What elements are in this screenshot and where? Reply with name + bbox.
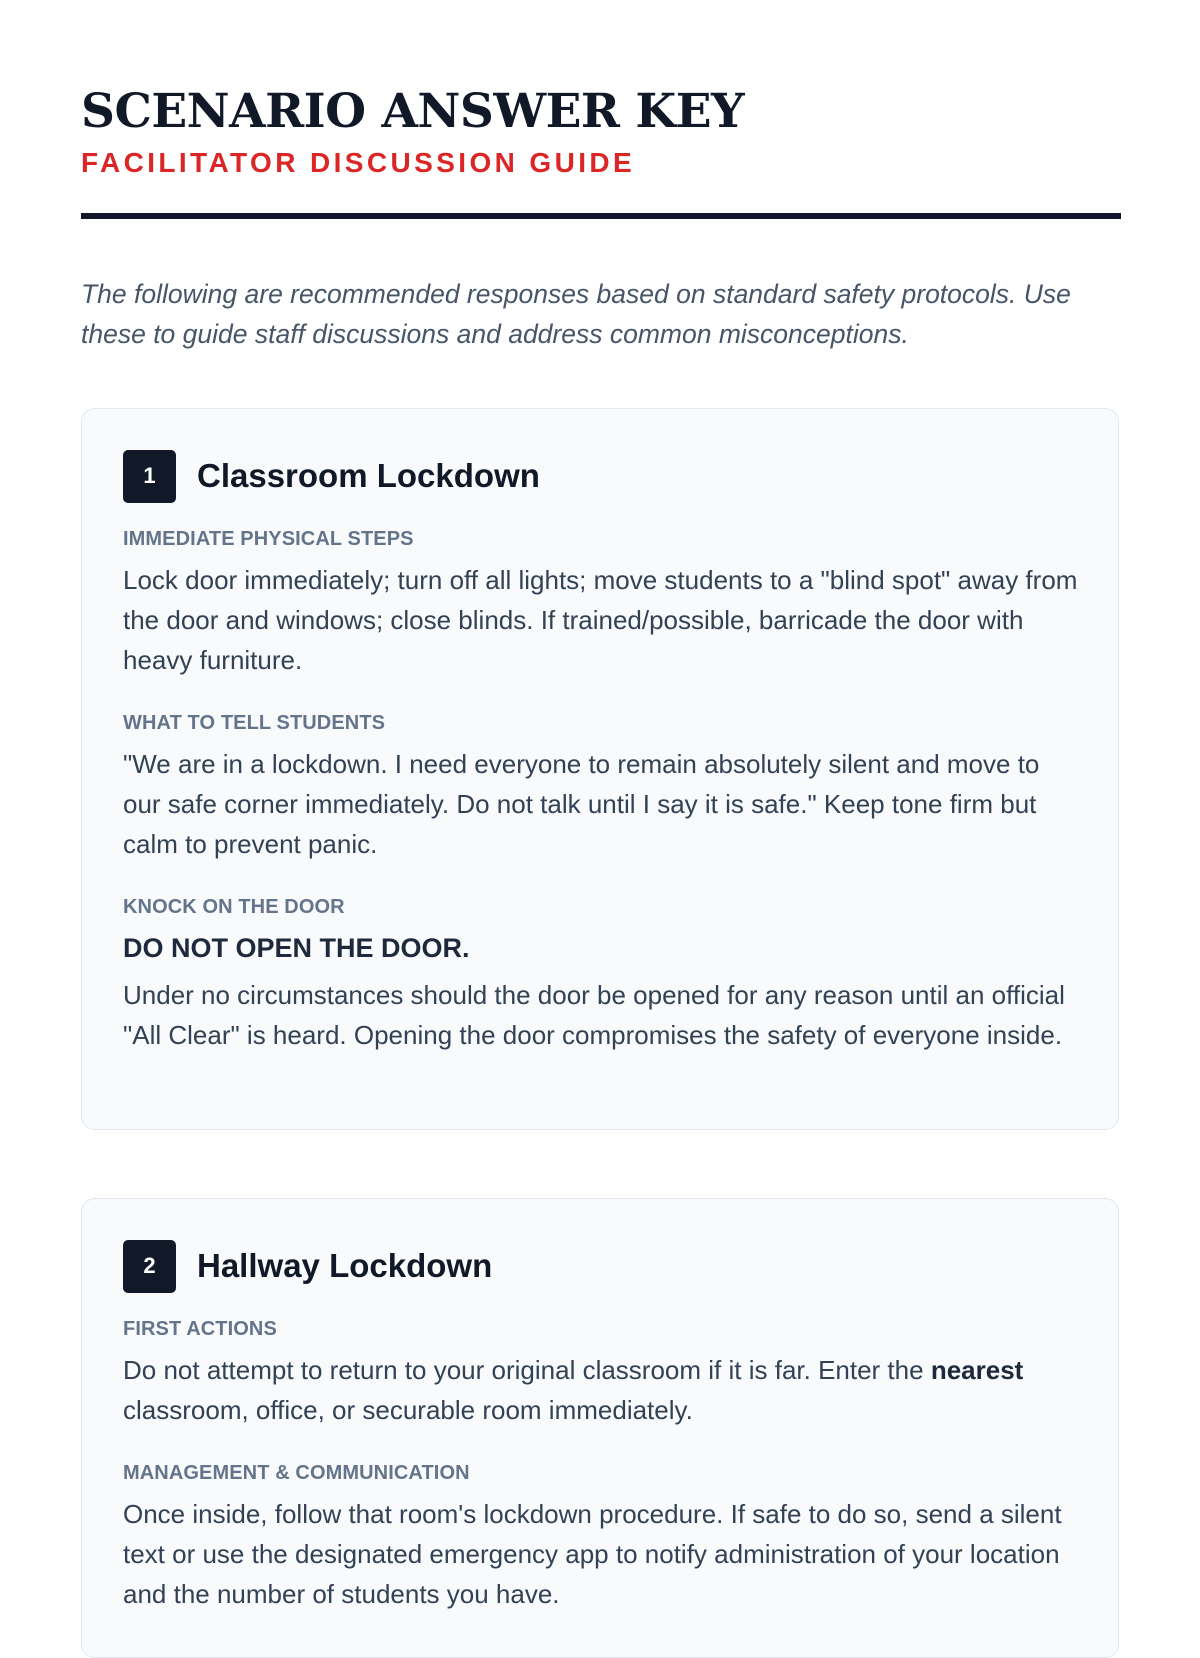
section-text-part: classroom, office, or securable room immediately. — [123, 1395, 693, 1425]
scenario-number-badge: 2 — [123, 1240, 176, 1293]
intro-text: The following are recommended responses based on standard safety protocols. Use these to guide staff discussions and address common misconceptions. — [81, 279, 1071, 349]
emphasis-text: nearest — [930, 1355, 1024, 1385]
scenario-header — [123, 449, 1078, 503]
section-text-part: Do not attempt to return to your original classroom if it is far. Enter the — [123, 1355, 931, 1385]
scenario-number-badge: 1 — [123, 450, 176, 503]
warning-text: DO NOT OPEN THE DOOR. — [123, 933, 470, 963]
section-label: KNOCK ON THE DOOR — [123, 896, 345, 918]
scenario-card-hallway-lockdown — [81, 1198, 1119, 1658]
section-text: "We are in a lockdown. I need everyone to remain absolutely silent and move to our safe corner immediately. Do not talk until I say it is safe." Keep tone firm but calm to prevent panic. — [123, 749, 1040, 859]
scenario-header — [123, 1239, 1078, 1293]
section-text: Under no circumstances should the door be opened for any reason until an official "All Clear" is heard. Opening the door compromises the safety of everyone inside. — [123, 980, 1065, 1050]
section-label: WHAT TO TELL STUDENTS — [123, 712, 386, 734]
section-label: MANAGEMENT & COMMUNICATION — [123, 1462, 470, 1484]
section-label: FIRST ACTIONS — [123, 1318, 277, 1340]
scenario-title: Classroom Lockdown — [197, 457, 540, 494]
section-text: Lock door immediately; turn off all lights; move students to a "blind spot" away from the door and windows; close blinds. If trained/possible, barricade the door with heavy furniture. — [123, 565, 1078, 675]
section-text — [123, 1350, 1078, 1430]
page-subtitle: FACILITATOR DISCUSSION GUIDE — [81, 147, 636, 178]
title-divider — [81, 213, 1121, 219]
scenario-card-classroom-lockdown — [81, 408, 1119, 1130]
scenario-title: Hallway Lockdown — [197, 1247, 493, 1284]
page-title: SCENARIO ANSWER KEY — [81, 84, 745, 139]
section-text: Once inside, follow that room's lockdown procedure. If safe to do so, send a silent text or use the designated emergency app to notify administration of your location and the number of students you have. — [123, 1499, 1062, 1609]
section-label: IMMEDIATE PHYSICAL STEPS — [123, 528, 414, 550]
